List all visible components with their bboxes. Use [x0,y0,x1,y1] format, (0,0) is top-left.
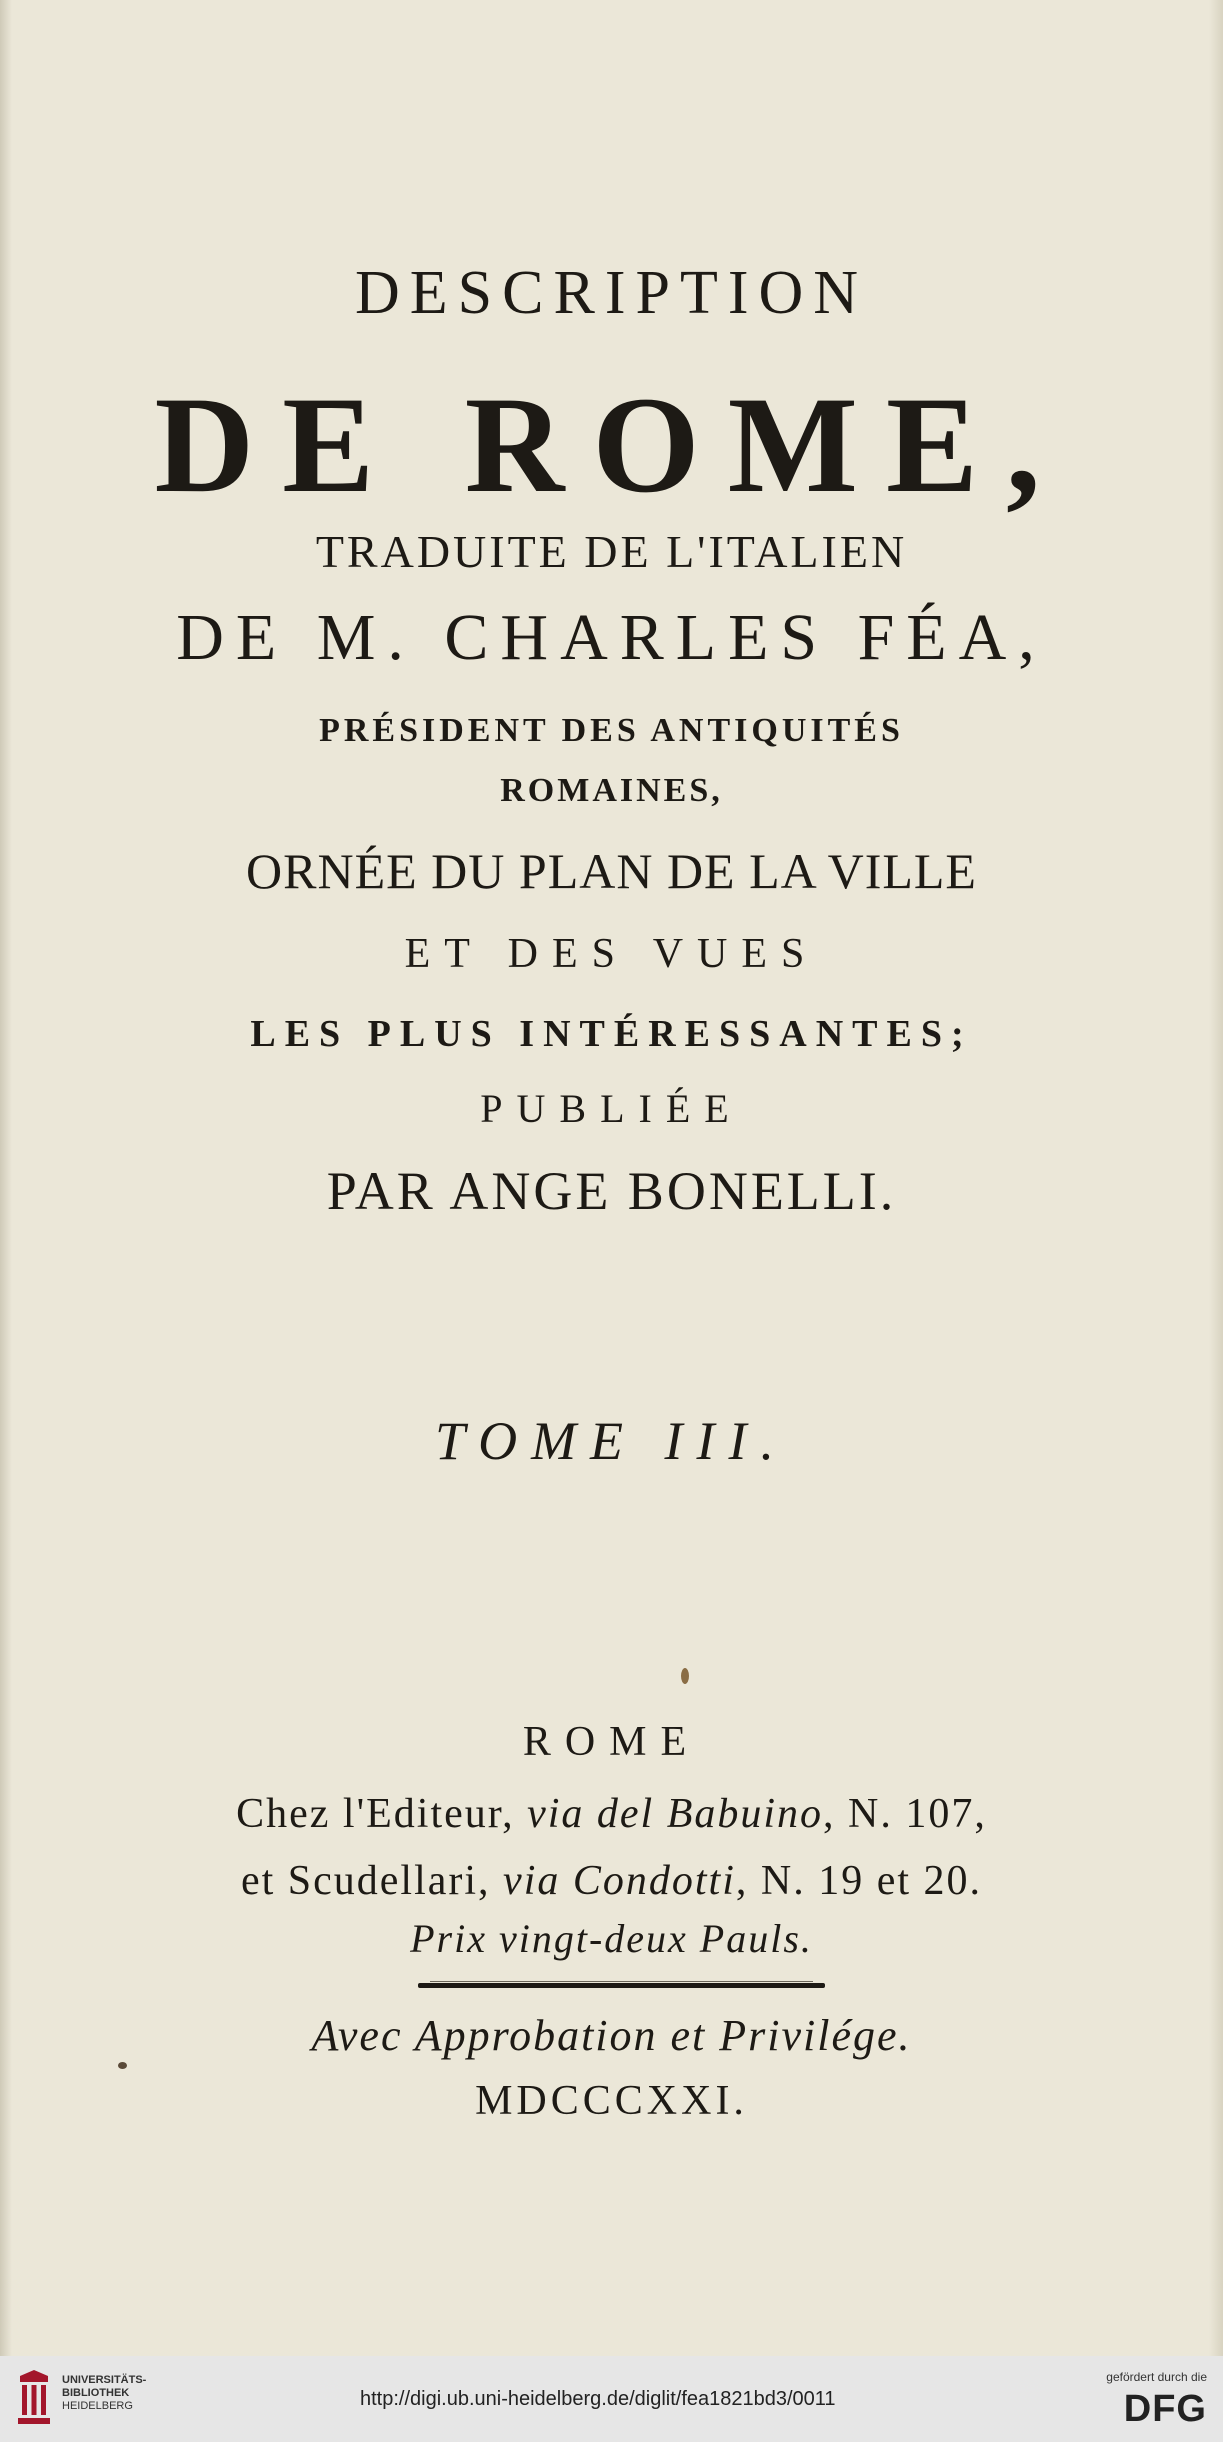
imprint-scudellari-street: via Condotti [503,1858,736,1904]
funded-by-label: gefördert durch die [1106,2370,1207,2384]
imprint-city: ROME [522,1719,701,1765]
library-name-line2: BIBLIOTHEK [62,2387,130,2399]
title-line-ornee: ORNÉE DU PLAN DE LA VILLE [246,843,977,899]
title-line-author: DE M. CHARLES FÉA, [176,601,1047,674]
paper-speck [681,1668,689,1684]
imprint-editeur-text: Chez l'Editeur, [236,1791,528,1837]
imprint-line-editeur [0,1790,1223,1838]
paper-speck [118,2062,127,2069]
volume-label: TOME III. [435,1411,788,1471]
publication-year: MDCCCXXI. [475,2078,748,2124]
imprint-line-scudellari [0,1857,1223,1905]
imprint-editeur-street: via del Babuino [527,1791,824,1837]
ornamental-rule [418,1983,825,1988]
dfg-logo[interactable]: DFG [1123,2388,1207,2430]
title-line-publisher: PAR ANGE BONELLI. [326,1161,897,1221]
imprint-price: Prix vingt-deux Pauls. [410,1916,813,1961]
ornamental-rule-thin [430,1981,813,1982]
title-line-traduite: TRADUITE DE L'ITALIEN [315,526,908,577]
title-line-de-rome: DE ROME, [154,368,1069,521]
imprint-scudellari-text: et Scudellari, [240,1858,504,1904]
imprint-scudellari-number: , N. 19 et 20. [735,1858,983,1904]
title-line-romaines: ROMAINES, [500,772,723,809]
title-line-president: PRÉSIDENT DES ANTIQUITÉS [319,712,904,749]
permalink-url[interactable]: http://digi.ub.uni-heidelberg.de/diglit/fea1821bd3/0011 [360,2388,836,2410]
approbation-line: Avec Approbation et Privilége. [311,2011,912,2060]
title-line-interessantes: LES PLUS INTÉRESSANTES; [250,1013,973,1055]
library-name-line1: UNIVERSITÄTS- [62,2374,147,2386]
title-line-et-des-vues: ET DES VUES [404,931,819,977]
title-line-description: DESCRIPTION [354,259,869,327]
title-line-publiee: PUBLIÉE [480,1086,743,1131]
library-name [62,2374,146,2413]
imprint-editeur-number: , N. 107, [823,1791,987,1837]
university-library-logo-icon[interactable] [14,2368,54,2430]
library-name-line3: HEIDELBERG [62,2400,133,2412]
